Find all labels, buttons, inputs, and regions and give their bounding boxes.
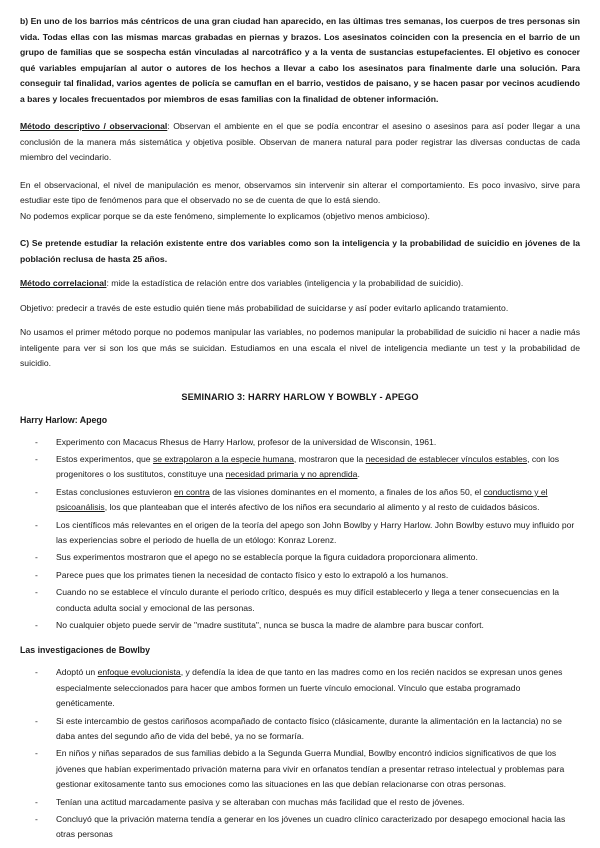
list-item-text: , los que planteaban que el interés afectivo de los niños era secundario al alimento y al resto de cuidados básicos. (104, 502, 540, 513)
dash-mark: - (35, 519, 38, 530)
list-item-text: Estos experimentos, que (56, 453, 153, 464)
list-item-text: de las visiones dominantes en el momento, a finales de los años 50, el (209, 486, 484, 497)
list-item (20, 585, 580, 616)
dash-mark: - (35, 619, 38, 630)
list-item (20, 568, 580, 583)
list-item (20, 485, 580, 516)
list-item-text: Adoptó un (56, 667, 98, 678)
harlow-list (20, 435, 580, 634)
list-item-text: Estas conclusiones estuvieron (56, 486, 174, 497)
dash-mark: - (35, 587, 38, 598)
list-item-text: No cualquier objeto puede servir de "madre sustituta", nunca se busca la madre de alambre para buscar confort. (56, 619, 484, 630)
metodo-descriptivo-term: Método descriptivo / observacional (20, 121, 168, 131)
list-item (20, 812, 580, 843)
dash-mark: - (35, 796, 38, 807)
list-item-text: Si este intercambio de gestos cariñosos acompañado de contacto físico (clásicamente, durante la alimentación en la lactancia) no se daba antes del segundo año de vida del bebé, ya no se formaría. (56, 715, 562, 741)
dash-mark: - (35, 569, 38, 580)
underlined-phrase: necesidad de establecer vínculos estables (365, 453, 528, 464)
list-item (20, 746, 580, 792)
dash-mark: - (35, 453, 38, 464)
underlined-phrase: en contra (174, 486, 210, 497)
list-item-text: , mostraron que la (293, 453, 366, 464)
list-item-text: Parece pues que los primates tienen la necesidad de contacto físico y esto lo extrapoló a los humanos. (56, 569, 449, 580)
section-c-paragraph: C) Se pretende estudiar la relación existente entre dos variables como son la inteligencia y la probabilidad de suicidio en jóvenes de la población reclusa de hasta 25 años. (20, 238, 580, 264)
list-item-text: Tenían una actitud marcadamente pasiva y se alteraban con muchas más facilidad que el resto de jóvenes. (56, 796, 465, 807)
list-item (20, 618, 580, 633)
no-usamos-paragraph: No usamos el primer método porque no podemos manipular las variables, no podemos manipular la probabilidad de suicidio ni hacer a nadie más inteligente para ver si son los que más se suicidan. Estudiamos en una escala el nivel de inteligencia mediante un test y la probabilidad de suicidio. (20, 327, 580, 368)
metodo-descriptivo-text: : Observan el ambiente en el que se podía encontrar el asesino o asesinos para así poder llegar a una conclusión de la manera más sistemática y objetiva posible. Observan de manera natural para poder registrar las diversas conductas de cada miembro del vecindario. (20, 121, 580, 162)
list-item (20, 665, 580, 711)
list-item-text: Los científicos más relevantes en el origen de la teoría del apego son John Bowlby y Harry Harlow. John Bowlby estuvo muy influido por las experiencias sobre el periodo de huella de un etólogo: Konraz Lorenz. (56, 519, 575, 545)
list-item-text: Concluyó que la privación materna tendía a generar en los jóvenes un cuadro clínico caracterizado por desapego emocional hacia las otras personas (56, 814, 566, 840)
list-item (20, 518, 580, 549)
list-item-text: . (357, 469, 360, 480)
observacional-line-1: En el observacional, el nivel de manipulación es menor, observamos sin intervenir sin alterar el comportamiento. Es poco invasivo, sirve para estudiar este tipo de fenómenos para que el observado no se de cuenta de que lo está siendo. (20, 179, 580, 205)
objetivo-paragraph: Objetivo: predecir a través de este estudio quién tiene más probabilidad de suicidarse y así poder evitarlo aplicando tratamiento. (20, 302, 509, 313)
bowlby-list (20, 665, 580, 842)
dash-mark: - (35, 667, 38, 678)
dash-mark: - (35, 814, 38, 825)
list-item-text: Cuando no se establece el vínculo durante el periodo crítico, después es muy difícil establecerlo y llega a tener consecuencias en la conducta adulta social y emocional de las personas. (56, 587, 560, 613)
metodo-correlacional-term: Método correlacional (20, 278, 107, 288)
underlined-phrase: conductismo y el psicoanálisis (56, 486, 548, 513)
list-item (20, 714, 580, 745)
metodo-correlacional-paragraph (20, 276, 580, 292)
list-item-text: Experimento con Macacus Rhesus de Harry Harlow, profesor de la universidad de Wisconsin, 1961. (56, 436, 437, 447)
underlined-phrase: se extrapolaron a la especie humana (152, 453, 294, 464)
dash-mark: - (35, 748, 38, 759)
dash-mark: - (35, 552, 38, 563)
list-item-text: Sus experimentos mostraron que el apego no se establecía porque la figura cuidadora proporcionara alimento. (56, 552, 478, 563)
bowlby-heading: Las investigaciones de Bowlby (20, 645, 151, 656)
list-item-text: , con los progenitores o los sustitutos, constituye una (56, 453, 560, 480)
dash-mark: - (35, 436, 38, 447)
list-item-text: En niños y niñas separados de sus familias debido a la Segunda Guerra Mundial, Bowlby encontró indicios significativos de que los jóvenes que habían experimentado privación materna para vivir en orfanatos tendían a presentar retraso intelectual y problemas para gestionar exitosamente tanto sus emociones como las situaciones en las que debían relacionarse con otras personas. (56, 748, 565, 790)
underlined-phrase: enfoque evolucionista (97, 667, 181, 678)
list-item (20, 795, 580, 810)
section-b-paragraph: b) En uno de los barrios más céntricos de una gran ciudad han aparecido, en las últimas tres semanas, los cuerpos de tres personas sin vida. Todas ellas con las mismas marcas grabadas en piernas y brazos. Los asesinatos coinciden con la presencia en el barrio de un grupo de familias que se sospecha están vinculadas al narcotráfico y a la venta de sustancias estupefacientes. El objetivo es conocer qué variables empujarían al autor o autores de los hechos a llevar a cabo los asesinatos para finalmente darle una solución. Para conseguir tal finalidad, varios agentes de policía se camuflan en el barrio, vestidos de paisano, y se hacen pasar por vecinos acudiendo a bares y locales frecuentados por miembros de esas familias con la finalidad de obtener información. (20, 16, 580, 104)
harlow-heading: Harry Harlow: Apego (20, 414, 108, 425)
dash-mark: - (35, 486, 38, 497)
list-item (20, 435, 580, 450)
list-item (20, 452, 580, 483)
list-item-text: , y defendía la idea de que tanto en las madres como en los recién nacidos se expresan unos genes especialmente seleccionados para hacer que ambos formen un fuerte vínculo emocional. Vínculo que estaba programado genéticamente. (56, 667, 563, 709)
metodo-descriptivo-paragraph (20, 119, 580, 166)
seminario-title: SEMINARIO 3: HARRY HARLOW Y BOWBLY - APEGO (181, 391, 419, 402)
metodo-correlacional-text: : mide la estadística de relación entre dos variables (inteligencia y la probabilidad de suicidio). (106, 278, 464, 288)
dash-mark: - (35, 715, 38, 726)
underlined-phrase: necesidad primaria y no aprendida (225, 469, 358, 480)
list-item (20, 550, 580, 565)
observacional-line-2: No podemos explicar porque se da este fenómeno, simplemente lo explicamos (objetivo menos ambicioso). (20, 210, 430, 221)
